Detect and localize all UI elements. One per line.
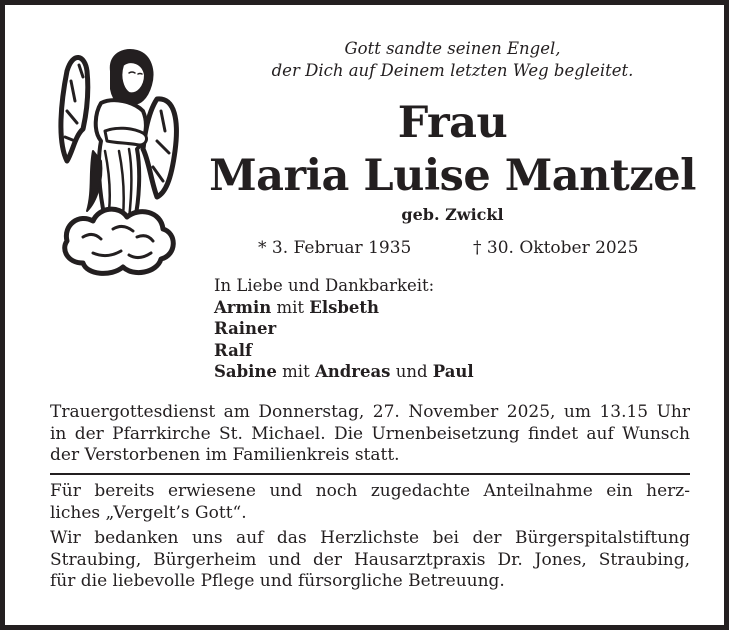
mourner-name: Andreas: [314, 362, 391, 382]
mourner-row: [214, 297, 474, 319]
connector-text: und: [390, 362, 433, 382]
angel-icon: [53, 41, 183, 281]
deceased-name: Maria Luise Mantzel: [209, 151, 696, 201]
mourner-name: Ralf: [214, 340, 253, 360]
thanks-line: Für bereits erwiesene und noch zugedachte Anteilnahme ein herz-: [50, 481, 690, 501]
thanks-line: Wir bedanken uns auf das Herzlichste bei der Bürgerspitalstiftung: [50, 528, 690, 548]
mourner-row: [214, 318, 474, 340]
mourner-name: Elsbeth: [309, 297, 380, 317]
salutation: Frau: [397, 98, 508, 148]
mourner-row: [214, 361, 474, 383]
birth-date: * 3. Februar 1935: [258, 238, 412, 258]
quote-line-2: der Dich auf Deinem letzten Weg begleitet.: [271, 61, 634, 80]
thanks-section: [50, 481, 690, 593]
connector-text: mit: [276, 362, 315, 382]
mourner-name: Armin: [214, 297, 272, 317]
mourners-intro: In Liebe und Dankbarkeit:: [214, 276, 435, 295]
connector-text: mit: [271, 297, 310, 317]
divider: [50, 473, 690, 475]
death-date: † 30. Oktober 2025: [473, 238, 639, 258]
funeral-service-info: [50, 402, 690, 467]
thanks-paragraph-1: [50, 481, 690, 524]
mourner-name: Sabine: [214, 362, 277, 382]
thanks-line: liches „Vergelt’s Gott“.: [50, 502, 247, 523]
service-line: der Verstorbenen im Familienkreis statt.: [50, 445, 400, 465]
mourner-name: Paul: [432, 362, 474, 382]
mourners-list: [214, 275, 474, 383]
thanks-line: für die liebevolle Pflege und fürsorgliche Betreuung.: [50, 571, 505, 591]
mourner-name: Rainer: [214, 319, 277, 339]
service-line: in der Pfarrkirche St. Michael. Die Urnenbeisetzung findet auf Wunsch: [50, 423, 690, 444]
maiden-name: geb. Zwickl: [401, 205, 504, 224]
thanks-line: Straubing, Bürgerheim und der Hausarztpraxis Dr. Jones, Straubing,: [50, 549, 690, 570]
memorial-quote: [205, 38, 700, 82]
thanks-paragraph-2: [50, 528, 690, 593]
service-line: Trauergottesdienst am Donnerstag, 27. November 2025, um 13.15 Uhr: [50, 402, 690, 422]
quote-line-1: Gott sandte seinen Engel,: [344, 39, 561, 58]
mourner-row: [214, 340, 474, 362]
deceased-name-heading: [205, 97, 700, 203]
